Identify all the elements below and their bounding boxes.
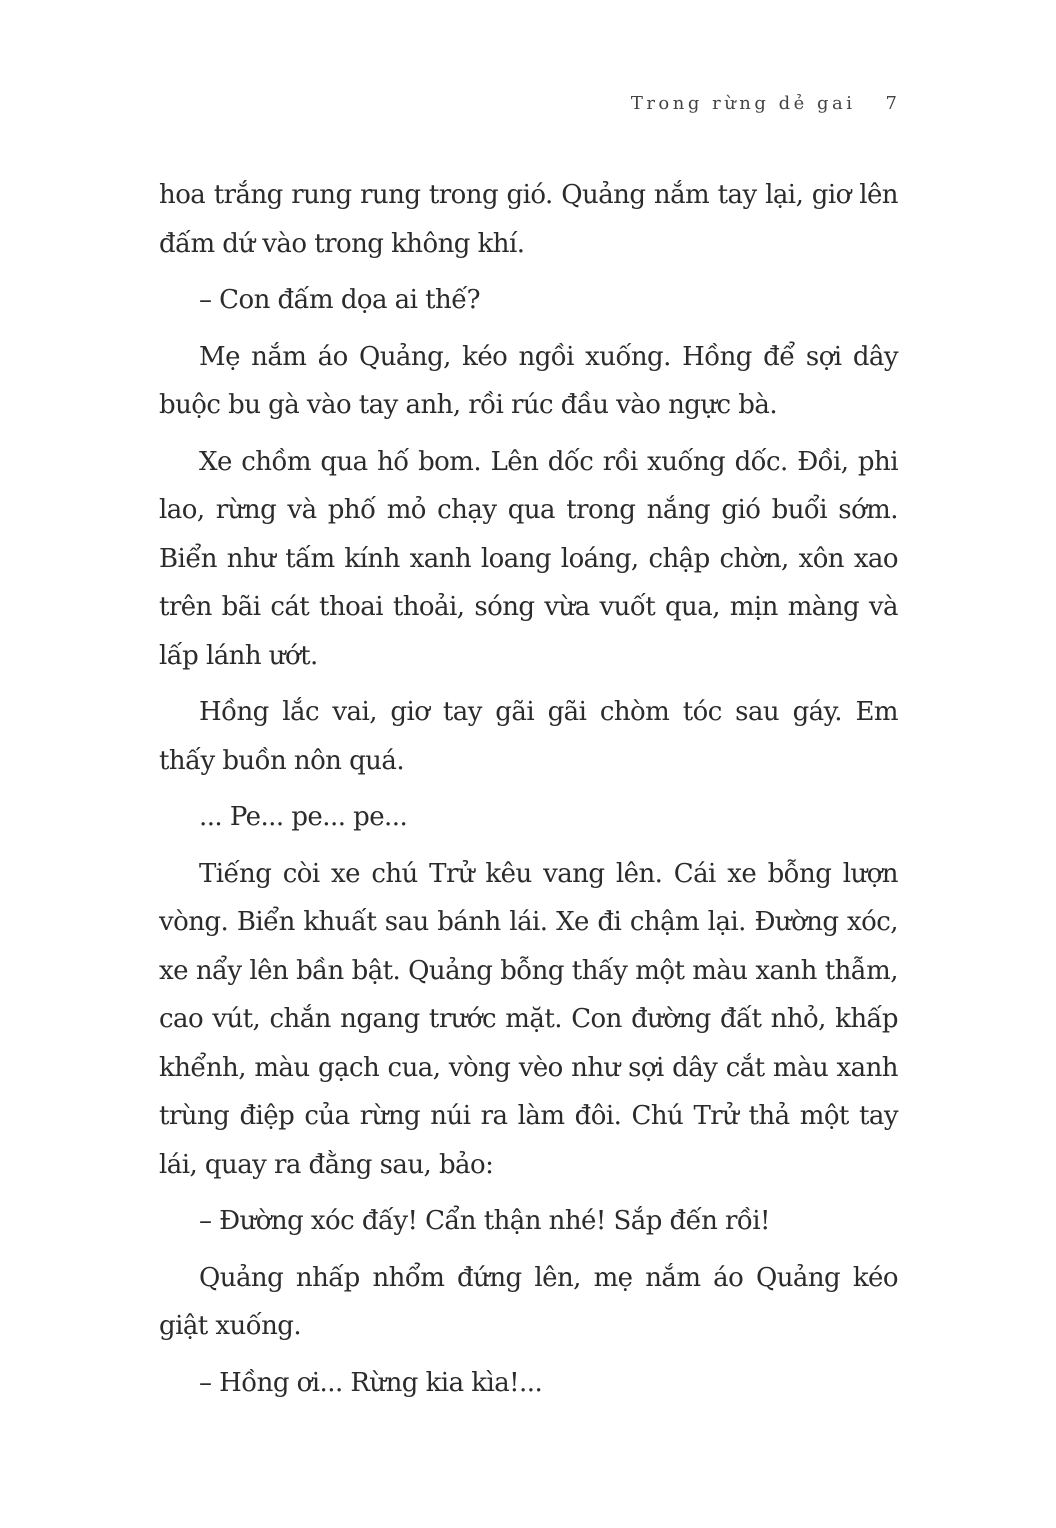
paragraph: – Đường xóc đấy! Cẩn thận nhé! Sắp đến rồi! [199, 1206, 770, 1236]
paragraph: – Hồng ơi... Rừng kia kìa!... [199, 1367, 543, 1398]
page-number: 7 [885, 93, 898, 114]
paragraph: Tiếng còi xe chú Trử kêu vang lên. Cái xe bỗng lượn vòng. Biển khuất sau bánh lái. Xe đi chậm lại. Đường xóc, xe nẩy lên bần bật. Quảng bỗng thấy một màu xanh thẫm, cao vút, chắn ngang trước mặt. Con đường đất nhỏ, khấp khểnh, màu gạch cua, vòng vèo như sợi dây cắt màu xanh trùng điệp của rừng núi ra làm đôi. Chú Trử thả một tay lái, quay ra đằng sau, bảo: [159, 858, 898, 1180]
running-title: Trong rừng dẻ gai [630, 93, 856, 114]
paragraph: – Con đấm dọa ai thế? [199, 285, 481, 315]
paragraph: hoa trắng rung rung trong gió. Quảng nắm tay lại, giơ lên đấm dứ vào trong không khí. [159, 180, 898, 259]
paragraph: Mẹ nắm áo Quảng, kéo ngồi xuống. Hồng để sợi dây buộc bu gà vào tay anh, rồi rúc đầu vào ngực bà. [159, 341, 898, 420]
running-header [600, 93, 898, 123]
paragraph: Hồng lắc vai, giơ tay gãi gãi chòm tóc sau gáy. Em thấy buồn nôn quá. [159, 697, 898, 776]
paragraph: Quảng nhấp nhổm đứng lên, mẹ nắm áo Quảng kéo giật xuống. [159, 1262, 898, 1341]
paragraph: ... Pe... pe... pe... [199, 802, 408, 832]
body-text [159, 171, 898, 1415]
paragraph: Xe chồm qua hố bom. Lên dốc rồi xuống dốc. Đồi, phi lao, rừng và phố mỏ chạy qua trong nắng gió buổi sớm. Biển như tấm kính xanh loang loáng, chập chờn, xôn xao trên bãi cát thoai thoải, sóng vừa vuốt qua, mịn màng và lấp lánh ướt. [159, 446, 898, 671]
